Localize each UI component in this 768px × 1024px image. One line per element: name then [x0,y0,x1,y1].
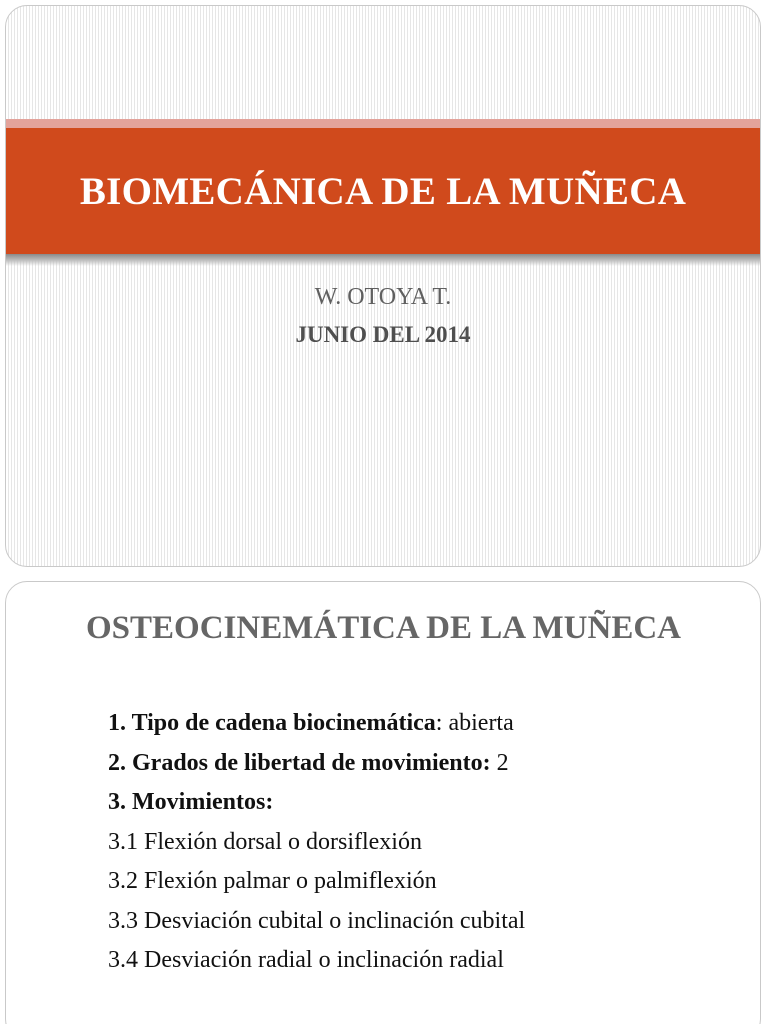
title-slide [5,5,761,567]
list-item [108,941,525,981]
list-item-text: 3.2 Flexión palmar o palmiflexión [108,868,437,894]
list-item-text: 3.4 Desviación radial o inclinación radial [108,947,504,973]
content-slide [5,581,761,1024]
title-band [6,128,760,254]
slide-title: BIOMECÁNICA DE LA MUÑECA [79,169,687,213]
list-item [108,823,525,863]
title-band-accent [6,119,760,128]
list-item-text: 3.1 Flexión dorsal o dorsiflexión [108,828,422,855]
list-item [108,744,525,784]
author-name: W. OTOYA T. [314,284,452,310]
list-item-bold: 1. Tipo de cadena biocinemática [108,710,436,736]
list-item [108,902,525,942]
content-list [108,704,525,981]
content-slide-title: OSTEOCINEMÁTICA DE LA MUÑECA [86,610,681,646]
list-item [108,862,525,902]
title-band-shadow [6,254,760,266]
list-item-text: 2 [490,749,509,776]
list-item-bold: 3. Movimientos: [108,789,274,815]
list-item-bold: 2. Grados de libertad de movimiento: [108,749,491,776]
list-item [108,783,525,823]
presentation-date: JUNIO DEL 2014 [295,322,471,347]
list-item-text: 3.3 Desviación cubital o inclinación cubital [108,907,526,934]
list-item-text: : abierta [435,710,514,736]
list-item [108,704,525,744]
